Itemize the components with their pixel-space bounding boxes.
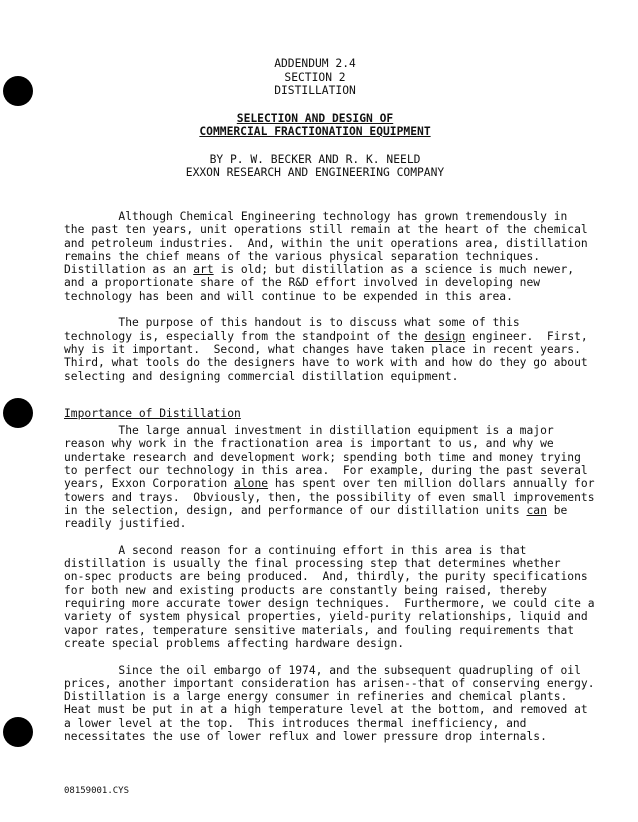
text-line: has spent over ten million dollars annually for [268,477,595,491]
paragraph-second-reason [64,543,595,650]
text-line: in the selection, design, and performance of our distillation units [64,503,527,517]
text-line: Although Chemical Engineering technology has grown tremendously in [64,210,568,223]
title-line-2: COMMERCIAL FRACTIONATION EQUIPMENT [199,125,431,138]
text-line: and a proportionate share of the R&D effort involved in developing new [64,276,541,290]
underlined-word: design [424,329,466,343]
section-label: SECTION 2 [284,70,346,84]
underlined-word: can [526,503,547,517]
underlined-word: art [193,263,214,277]
text-line: necessitates the use of lower reflux and lower pressure drop internals. [64,729,547,743]
text-line: why is it important. Second, what changes have taken place in recent years. [64,342,581,356]
document-id-footer: 08159001.CYS [64,786,130,796]
text-line: Heat must be put in at a high temperature level at the bottom, and removed at [64,703,588,717]
text-line: engineer. First, [465,329,588,343]
text-line: prices, another important consideration has arisen--that of conserving energy. [64,676,595,690]
text-line: technology has been and will continue to be expended in this area. [64,289,513,303]
paragraph-investment [64,424,595,531]
text-line: The purpose of this handout is to discuss what some of this [64,316,520,330]
document-header [0,57,638,180]
text-line: readily justified. [64,517,187,531]
text-line: requiring more accurate tower design techniques. Furthermore, we could cite a [64,597,595,611]
text-line: Since the oil embargo of 1974, and the subsequent quadrupling of oil [64,663,581,677]
paragraph-purpose [64,316,588,383]
text-line: is old; but distillation as a science is much newer, [213,263,575,277]
text-line: undertake research and development work; spending both time and money trying [64,450,581,464]
text-line: A second reason for a continuing effort in this area is that [64,543,527,557]
text-line: and petroleum industries. And, within the unit operations area, distillation [64,236,588,250]
paragraph-energy [64,663,595,744]
text-line: distillation is usually the final processing step that determines whether [64,557,561,571]
text-line: the past ten years, unit operations still remain at the heart of the chemical [64,223,588,237]
binder-hole-middle [3,398,33,428]
text-line: towers and trays. Obviously, then, the possibility of even small improvements [64,490,595,504]
text-line: on-spec products are being produced. And, thirdly, the purity specifications [64,570,588,584]
text-line: Distillation as an [64,263,194,277]
document-body [64,210,595,757]
text-line: vapor rates, temperature sensitive materials, and fouling requirements that [64,623,575,637]
text-line: a lower level at the top. This introduces thermal inefficiency, and [64,716,527,730]
text-line: reason why work in the fractionation area is important to us, and why we [64,437,554,451]
author-line: BY P. W. BECKER AND R. K. NEELD [209,152,421,166]
text-line: create special problems affecting hardware design. [64,636,405,650]
text-line: to perfect our technology in this area. For example, during the past several [64,464,588,478]
underlined-word: alone [234,477,269,491]
binder-hole-bottom [3,717,33,747]
text-line: years, Exxon Corporation [64,477,235,491]
addendum-label: ADDENDUM 2.4 [274,57,356,70]
topic-label: DISTILLATION [274,84,356,97]
text-line: for both new and existing products are constantly being raised, thereby [64,583,547,597]
paragraph-intro [64,210,588,303]
text-line: Third, what tools do the designers have to work with and how do they go about [64,356,588,370]
company-line: EXXON RESEARCH AND ENGINEERING COMPANY [185,166,445,179]
text-line: remains the chief means of the various physical separation techniques. [64,249,541,263]
text-line: The large annual investment in distillation equipment is a major [64,424,554,438]
section-heading: Importance of Distillation [64,406,241,420]
text-line: technology is, especially from the standpoint of the [64,329,425,343]
text-line: selecting and designing commercial distillation equipment. [64,369,459,383]
title-line-1: SELECTION AND DESIGN OF [236,111,394,125]
text-line: variety of system physical properties, yield-purity relationships, liquid and [64,610,588,624]
text-line: Distillation is a large energy consumer in refineries and chemical plants. [64,690,568,704]
text-line: be [546,503,568,517]
